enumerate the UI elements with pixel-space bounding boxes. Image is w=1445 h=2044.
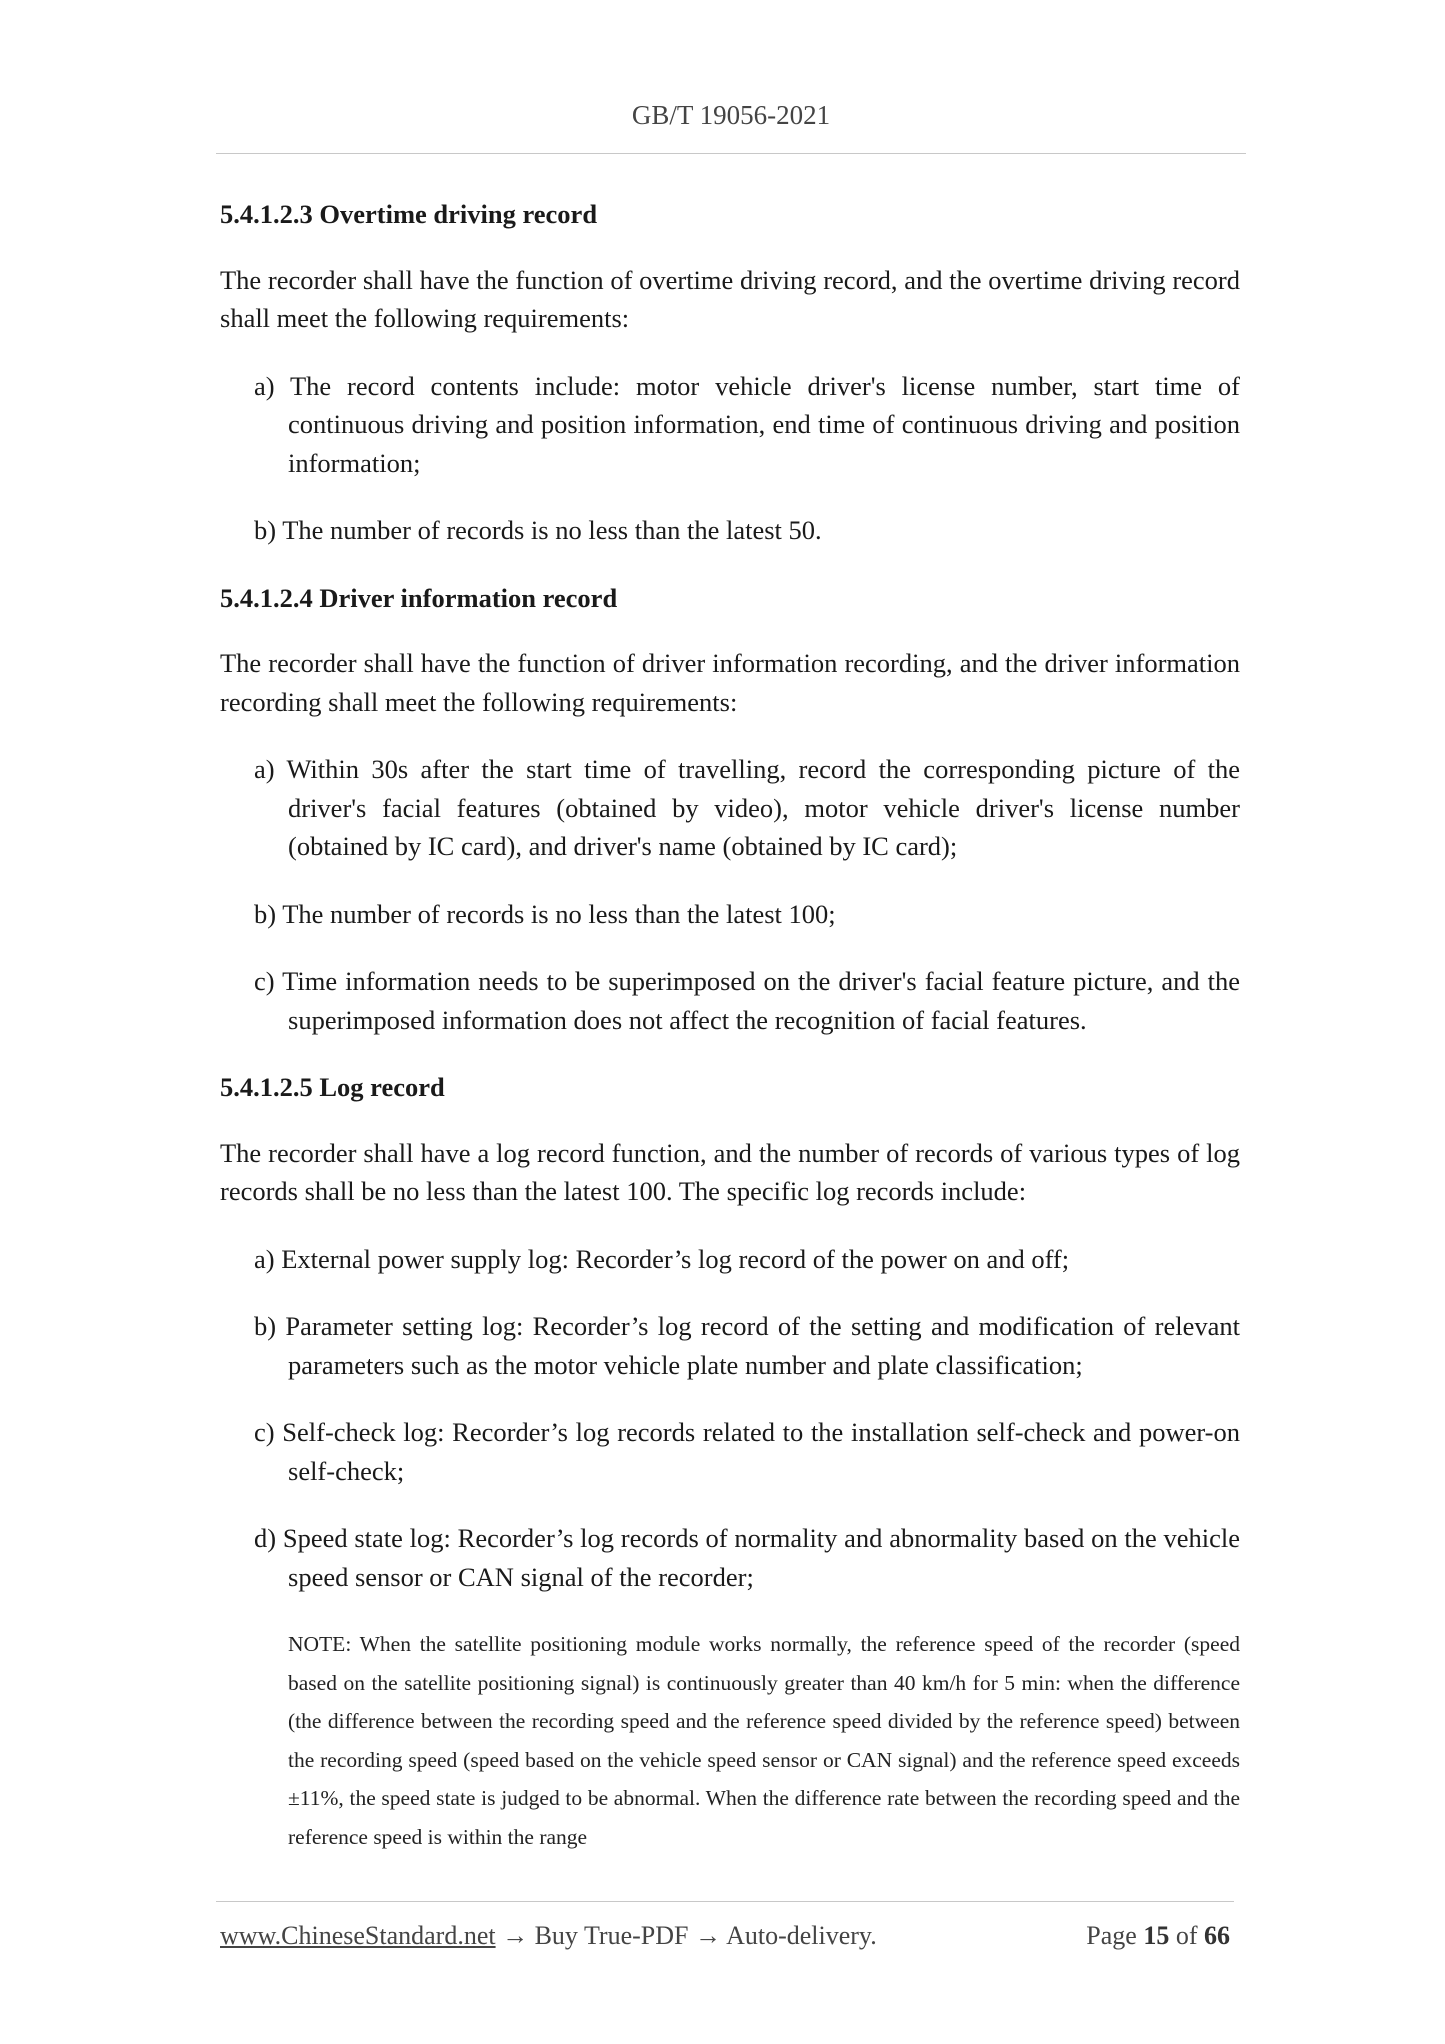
section-intro-overtime-driving: The recorder shall have the function of overtime driving record, and the overtime driving record shall meet the following requirements: bbox=[220, 264, 1240, 333]
page-current: 15 bbox=[1143, 1921, 1170, 1950]
list-item: a) The record contents include: motor vehicle driver's license number, start time of continuous driving and position information, end time of continuous driving and position information; bbox=[254, 370, 1240, 478]
page-of-label: of bbox=[1175, 1921, 1198, 1950]
list-item: d) Speed state log: Recorder’s log records of normality and abnormality based on the vehicle speed sensor or CAN signal of the recorder; bbox=[254, 1523, 1240, 1592]
section-intro-log-record: The recorder shall have a log record function, and the number of records of various types of log records shall be no less than the latest 100. The specific log records include: bbox=[220, 1137, 1240, 1206]
list-item: b) Parameter setting log: Recorder’s log record of the setting and modification of relevant parameters such as the motor vehicle plate number and plate classification; bbox=[254, 1311, 1240, 1380]
footer-promo bbox=[220, 1921, 877, 1951]
section-heading-driver-information: 5.4.1.2.4 Driver information record bbox=[220, 582, 618, 613]
footer-divider bbox=[216, 1901, 1234, 1902]
auto-delivery-text: Auto-delivery. bbox=[726, 1921, 877, 1950]
page-total: 66 bbox=[1204, 1921, 1230, 1950]
list-item: a) External power supply log: Recorder’s log record of the power on and off; bbox=[254, 1243, 1070, 1274]
buy-true-pdf-text: Buy True-PDF bbox=[534, 1921, 689, 1950]
section-heading-log-record: 5.4.1.2.5 Log record bbox=[220, 1072, 445, 1102]
speed-state-note: NOTE: When the satellite positioning module works normally, the reference speed of the recorder (speed based on the satellite positioning signal) is continuously greater than 40 km/h for 5 min: when the difference (the difference between the recording speed and the reference speed divided by the reference speed) between the recording speed (speed based on the vehicle speed sensor or CAN signal) and the reference speed exceeds ±11%, the speed state is judged to be abnormal. When the difference rate between the recording speed and the reference speed is within the range bbox=[288, 1632, 1240, 1849]
document-body bbox=[220, 195, 1240, 1856]
section-heading-overtime-driving: 5.4.1.2.3 Overtime driving record bbox=[220, 199, 598, 229]
section-intro-driver-information: The recorder shall have the function of driver information recording, and the driver information recording shall meet the following requirements: bbox=[220, 648, 1240, 717]
list-item: b) The number of records is no less than the latest 50. bbox=[254, 515, 822, 545]
arrow-right-icon: → bbox=[502, 1921, 529, 1950]
page-label: Page bbox=[1086, 1921, 1137, 1950]
website-link[interactable]: www.ChineseStandard.net bbox=[220, 1921, 496, 1950]
page-header: GB/T 19056-2021 bbox=[631, 100, 831, 130]
header-divider bbox=[216, 153, 1246, 154]
list-item: c) Time information needs to be superimposed on the driver's facial feature picture, and the superimposed information does not affect the recognition of facial features. bbox=[254, 966, 1240, 1035]
list-item: a) Within 30s after the start time of travelling, record the corresponding picture of the driver's facial features (obtained by video), motor vehicle driver's license number (obtained by IC card), and driver's name (obtained by IC card); bbox=[254, 754, 1240, 861]
arrow-right-icon: → bbox=[695, 1921, 721, 1950]
list-item: b) The number of records is no less than the latest 100; bbox=[254, 898, 836, 929]
page-number bbox=[1086, 1921, 1230, 1951]
list-item: c) Self-check log: Recorder’s log records related to the installation self-check and power-on self-check; bbox=[254, 1417, 1240, 1486]
